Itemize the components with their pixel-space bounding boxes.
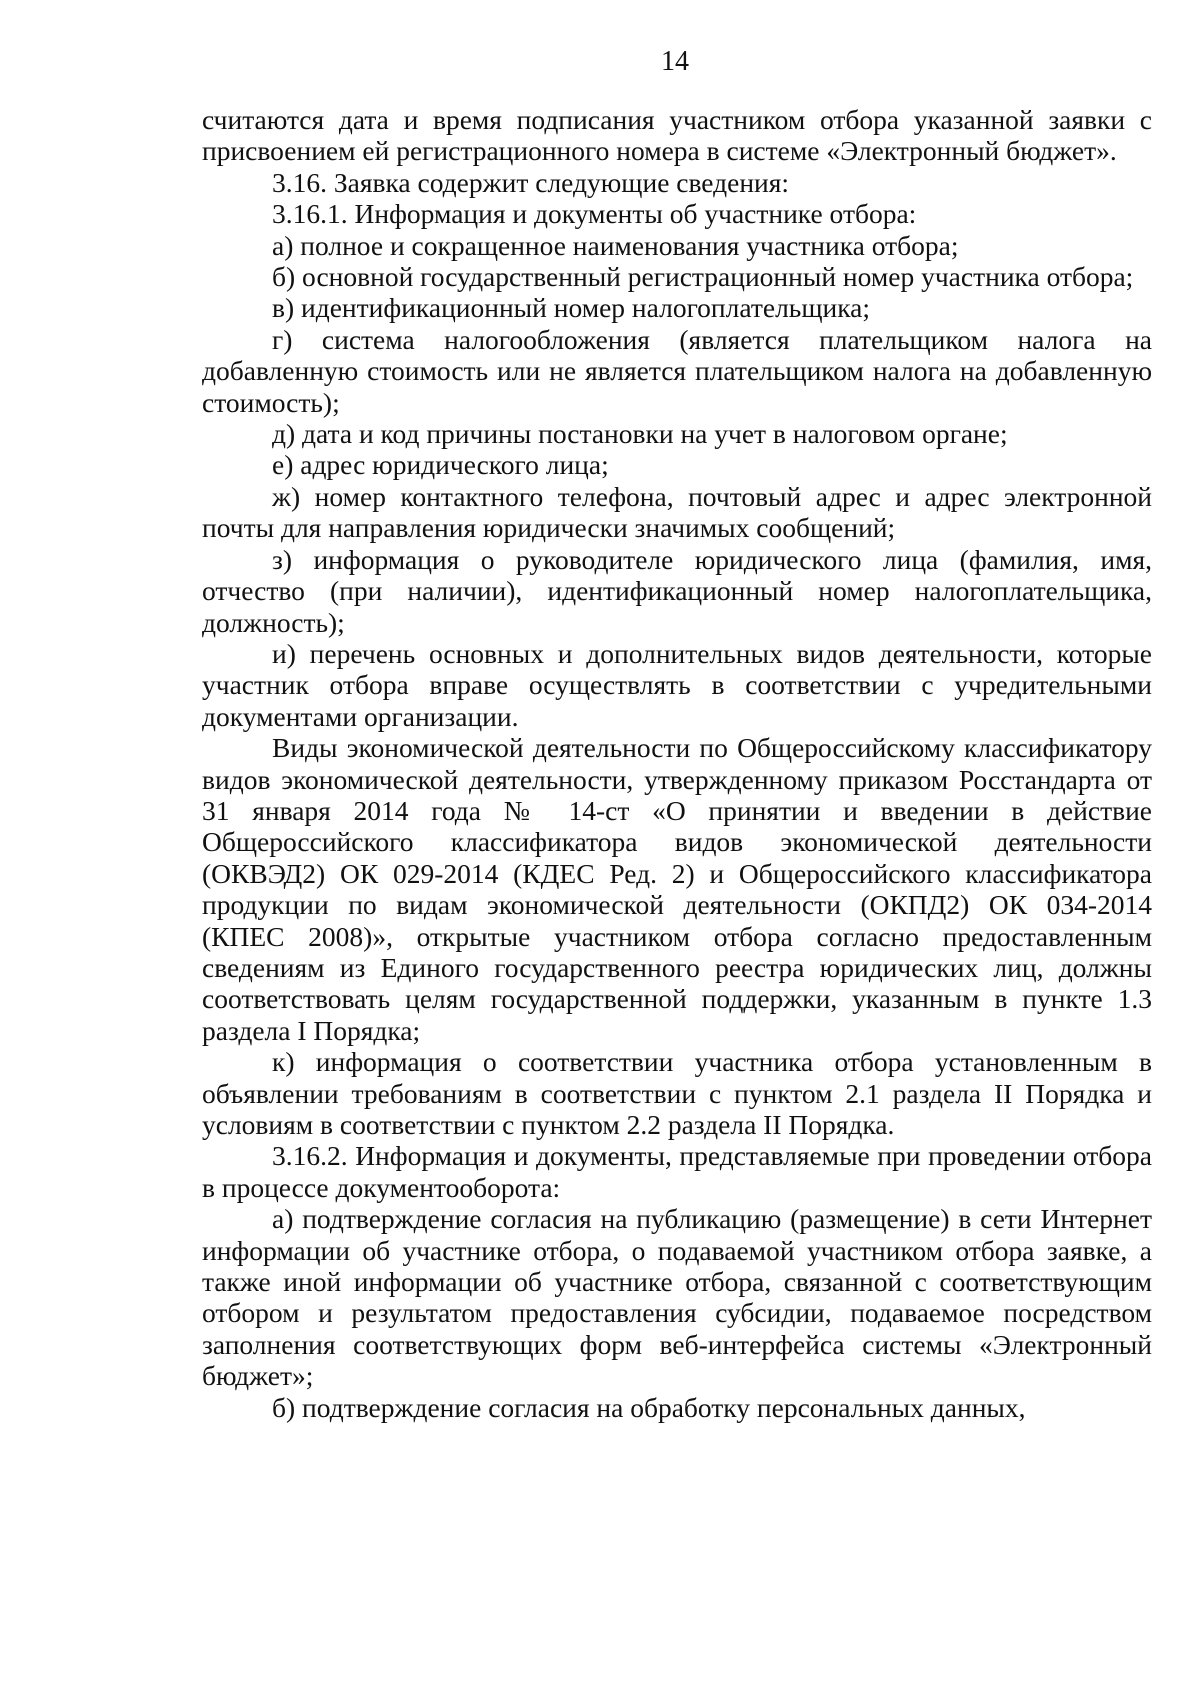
list-item-b: б) основной государственный регистрационный номер участника отбора;	[272, 261, 1134, 293]
paragraph-3-16-2: 3.16.2. Информация и документы, представляемые при проведении отбора в процессе документооборота:	[202, 1140, 1152, 1203]
paragraph-continuation: считаются дата и время подписания участником отбора указанной заявки с присвоением ей регистрационного номера в системе «Электронный бюджет».	[202, 104, 1152, 167]
list-item-a: а) полное и сокращенное наименования участника отбора;	[272, 229, 959, 261]
paragraph-okved: Виды экономической деятельности по Общероссийскому классификатору видов экономической деятельности, утвержденному приказом Росстандарта от 31 января 2014 года № 14-ст «О принятии и введении в действие Общероссийского классификатора видов экономической деятельности (ОКВЭД2) ОК 029-2014 (КДЕС Ред. 2) и Общероссийского классификатора продукции по видам экономической деятельности (ОКПД2) ОК 034-2014 (КПЕС 2008)», открытые участником отбора согласно предоставленным сведениям из Единого государственного реестра юридических лиц, должны соответствовать целям государственной поддержки, указанным в пункте 1.3 раздела I Порядка;	[202, 732, 1152, 1046]
list-item-d: д) дата и код причины постановки на учет в налоговом органе;	[272, 418, 1008, 450]
list-item-e: е) адрес юридического лица;	[272, 449, 609, 481]
list-item-g: г) система налогообложения (является плательщиком налога на добавленную стоимость или не является плательщиком налога на добавленную стоимость);	[202, 323, 1152, 418]
list-item-b-2: б) подтверждение согласия на обработку персональных данных,	[272, 1391, 1026, 1423]
list-item-v: в) идентификационный номер налогоплательщика;	[272, 292, 871, 324]
page-number: 14	[661, 46, 689, 77]
list-item-zh: ж) номер контактного телефона, почтовый адрес и адрес электронной почты для направления юридически значимых сообщений;	[202, 480, 1152, 544]
paragraph-3-16: 3.16. Заявка содержит следующие сведения:	[272, 166, 790, 198]
paragraph-3-16-1: 3.16.1. Информация и документы об участнике отбора:	[272, 198, 917, 230]
document-body	[202, 104, 1152, 1423]
list-item-z: з) информация о руководителе юридического лица (фамилия, имя, отчество (при наличии), идентификационный номер налогоплательщика, должность);	[202, 543, 1152, 638]
list-item-k: к) информация о соответствии участника отбора установленным в объявлении требованиям в соответствии с пунктом 2.1 раздела II Порядка и условиям в соответствии с пунктом 2.2 раздела II Порядка.	[202, 1046, 1152, 1140]
list-item-a-2: а) подтверждение согласия на публикацию (размещение) в сети Интернет информации об участнике отбора, о подаваемой участником отбора заявке, а также иной информации об участнике отбора, связанной с соответствующим отбором и результатом предоставления субсидии, подаваемое посредством заполнения соответствующих форм веб-интерфейса системы «Электронный бюджет»;	[202, 1203, 1152, 1392]
list-item-i: и) перечень основных и дополнительных видов деятельности, которые участник отбора вправе осуществлять в соответствии с учредительными документами организации.	[202, 637, 1152, 732]
